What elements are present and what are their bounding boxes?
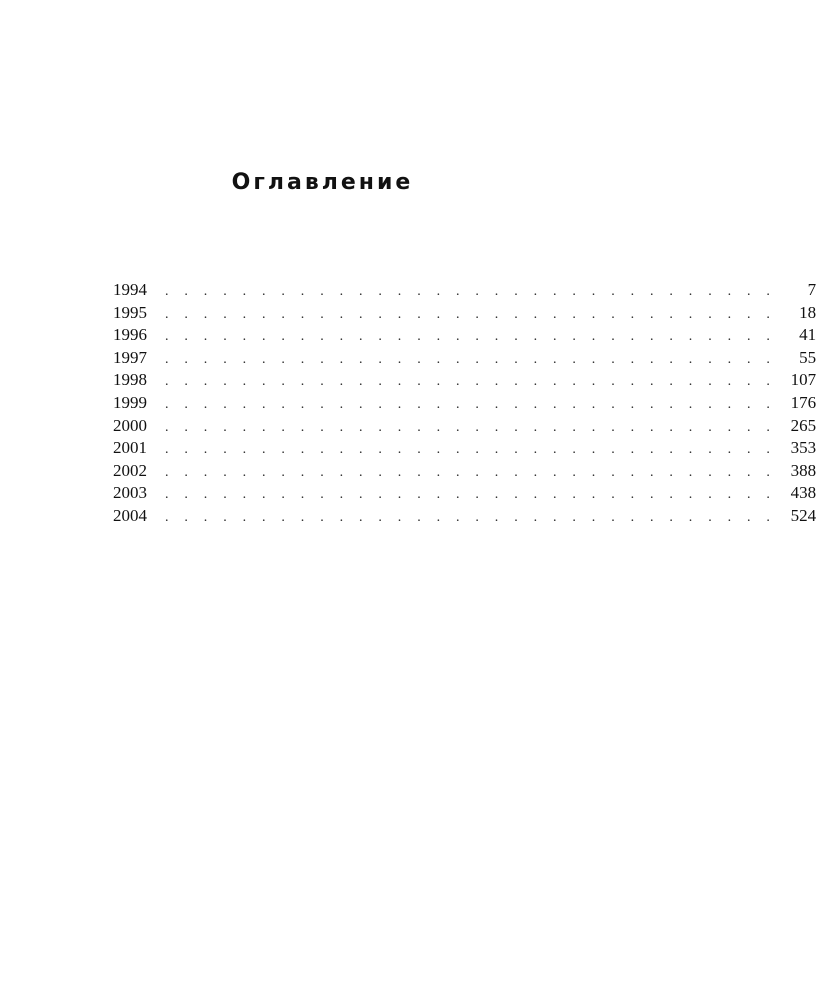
toc-entry[interactable] [113,370,816,393]
toc-entry[interactable] [113,505,816,529]
toc-entry-page: 7 [807,280,816,299]
toc-entry-page: 107 [790,370,816,390]
toc-entry-page: 353 [790,438,816,458]
page-title: Оглавление [231,170,414,195]
toc-entry[interactable] [113,302,816,326]
toc-entry-page: 388 [790,460,816,480]
toc-entry-year: 2003 [113,483,147,503]
toc-entry-year: 2001 [113,438,147,458]
toc-entry-year: 2004 [113,505,147,525]
toc-entry-page: 55 [799,347,816,367]
toc-dot-leader: . . . . . . . . . . . . . . . . . . . . . . . . . . . . . . . . [165,509,777,525]
toc-entry-page: 524 [790,505,816,525]
toc-dot-leader: . . . . . . . . . . . . . . . . . . . . . . . . . . . . . . . . [165,487,777,503]
toc-dot-leader: . . . . . . . . . . . . . . . . . . . . . . . . . . . . . . . . [165,419,777,435]
toc-entry-page: 41 [799,325,816,345]
toc-entry-page: 18 [799,302,816,322]
toc-entry-year: 2000 [113,415,147,435]
toc-entry[interactable] [113,392,816,416]
toc-entry[interactable] [113,325,816,348]
toc-entry-page: 265 [790,415,816,435]
toc-entry-year: 1994 [113,280,147,299]
toc-entry-year: 1998 [113,370,147,390]
table-of-contents [113,280,816,529]
toc-entry[interactable] [113,438,816,461]
toc-entry-year: 1996 [113,325,147,345]
toc-dot-leader: . . . . . . . . . . . . . . . . . . . . . . . . . . . . . . . . [165,284,777,299]
toc-entry-page: 176 [790,392,816,412]
toc-entry[interactable] [113,483,816,506]
toc-entry-year: 1997 [113,347,147,367]
toc-entry-year: 2002 [113,460,147,480]
toc-entry-year: 1995 [113,302,147,322]
toc-entry-year: 1999 [113,392,147,412]
toc-dot-leader: . . . . . . . . . . . . . . . . . . . . . . . . . . . . . . . . [165,329,777,345]
toc-entry[interactable] [113,460,816,484]
toc-entry[interactable] [113,347,816,371]
toc-dot-leader: . . . . . . . . . . . . . . . . . . . . . . . . . . . . . . . . [165,442,777,458]
toc-dot-leader: . . . . . . . . . . . . . . . . . . . . . . . . . . . . . . . . [165,464,777,480]
toc-dot-leader: . . . . . . . . . . . . . . . . . . . . . . . . . . . . . . . . [165,351,777,367]
toc-dot-leader: . . . . . . . . . . . . . . . . . . . . . . . . . . . . . . . . [165,374,777,390]
toc-dot-leader: . . . . . . . . . . . . . . . . . . . . . . . . . . . . . . . . [165,306,777,322]
toc-dot-leader: . . . . . . . . . . . . . . . . . . . . . . . . . . . . . . . . [165,396,777,412]
toc-entry[interactable] [113,415,816,439]
toc-entry-page: 438 [790,483,816,503]
toc-entry[interactable] [113,280,816,303]
